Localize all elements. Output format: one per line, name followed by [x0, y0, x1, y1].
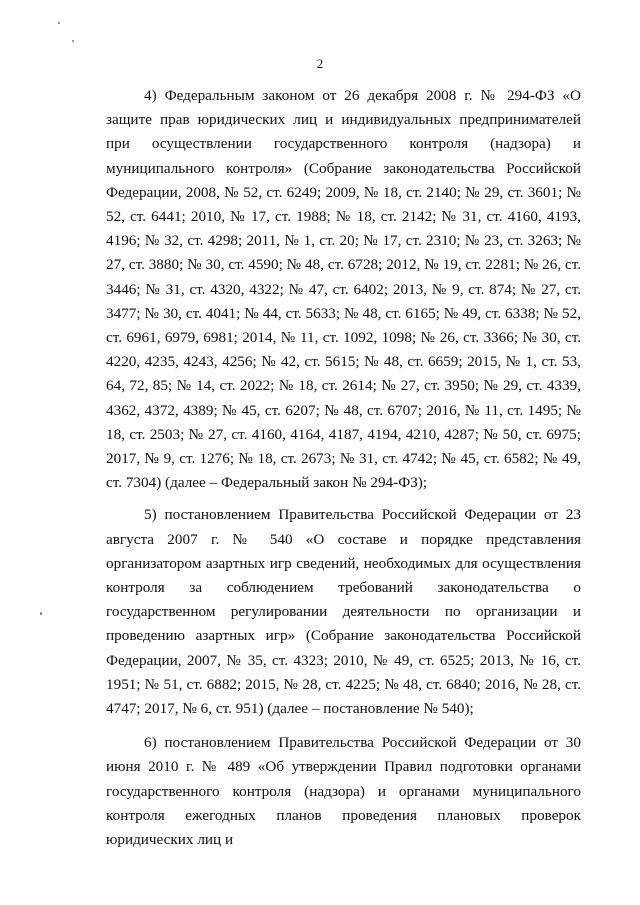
paragraph-item-4: 4) Федеральным законом от 26 декабря 2008 г. № 294-ФЗ «О защите прав юридических лиц и индивидуальных предпринимателей при осуществлении государственного контроля (надзора) и муниципального контроля» (Собрание законодательства Российской Федерации, 2008, № 52, ст. 6249; 2009, № 18, ст. 2140; № 29, ст. 3601; № 52, ст. 6441; 2010, № 17, ст. 1988; № 18, ст. 2142; № 31, ст. 4160, 4193, 4196; № 32, ст. 4298; 2011, № 1, ст. 20; № 17, ст. 2310; № 23, ст. 3263; № 27, ст. 3880; № 30, ст. 4590; № 48, ст. 6728; 2012, № 19, ст. 2281; № 26, ст. 3446; № 31, ст. 4320, 4322; № 47, ст. 6402; 2013, № 9, ст. 874; № 27, ст. 3477; № 30, ст. 4041; № 44, ст. 5633; № 48, ст. 6165; № 49, ст. 6338; № 52, ст. 6961, 6979, 6981; 2014, № 11, ст. 1092, 1098; № 26, ст. 3366; № 30, ст. 4220, 4235, 4243, 4256; № 42, ст. 5615; № 48, ст. 6659; 2015, № 1, ст. 53, 64, 72, 85; № 14, ст. 2022; № 18, ст. 2614; № 27, ст. 3950; № 29, ст. 4339, 4362, 4372, 4389; № 45, ст. 6207; № 48, ст. 6707; 2016, № 11, ст. 1495; № 18, ст. 2503; № 27, ст. 4160, 4164, 4187, 4194, 4210, 4287; № 50, ст. 6975; 2017, № 9, ст. 1276; № 18, ст. 2673; № 31, ст. 4742; № 45, ст. 6582; № 49, ст. 7304) (далее – Федеральный закон № 294-ФЗ);	[106, 87, 581, 492]
page-number: 2	[316, 56, 324, 71]
scan-speck	[72, 40, 74, 42]
scan-speck	[58, 22, 60, 24]
scan-speck	[40, 612, 42, 615]
document-body	[106, 84, 581, 860]
paragraph-item-5: 5) постановлением Правительства Российской Федерации от 23 августа 2007 г. № 540 «О составе и порядке представления организатором азартных игр сведений, необходимых для осуществления контроля за соблюдением требований законодательства о государственном регулировании деятельности по организации и проведению азартных игр» (Собрание законодательства Российской Федерации, 2007, № 35, ст. 4323; 2010, № 49, ст. 6525; 2013, № 16, ст. 1951; № 51, ст. 6882; 2015, № 28, ст. 4225; № 48, ст. 6840; 2016, № 28, ст. 4747; 2017, № 6, ст. 951) (далее – постановление № 540);	[106, 506, 581, 718]
paragraph-item-6: 6) постановлением Правительства Российской Федерации от 30 июня 2010 г. № 489 «Об утверждении Правил подготовки органами государственного контроля (надзора) и органами муниципального контроля ежегодных планов проведения плановых проверок юридических лиц и	[106, 734, 581, 849]
